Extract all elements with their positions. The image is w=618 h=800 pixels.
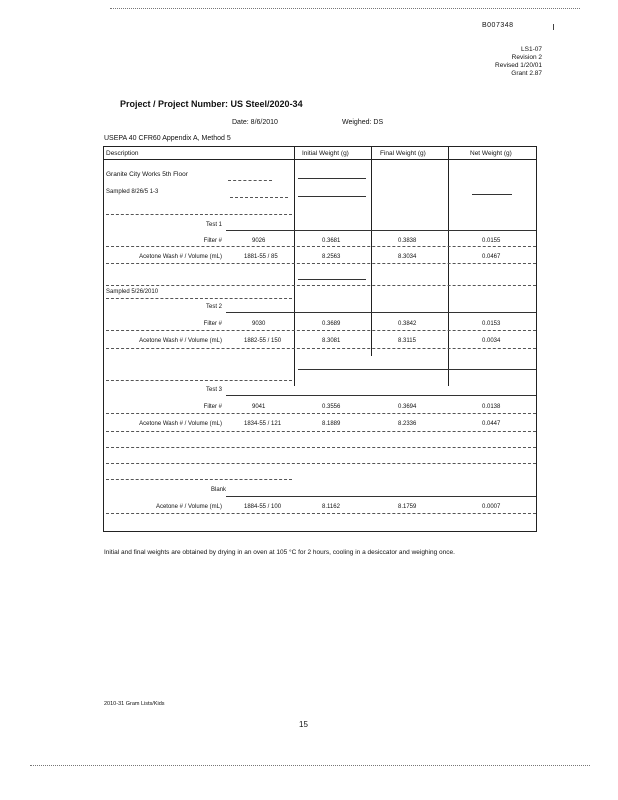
row-rule <box>226 230 536 231</box>
column-divider-initial <box>294 146 295 386</box>
test-2-filter-net: 0.0153 <box>482 321 501 327</box>
blank-net: 0.0007 <box>482 504 501 510</box>
row-rule <box>226 395 536 396</box>
test-3-filter-initial: 0.3556 <box>322 404 341 410</box>
acetone-wash-label: Acetone Wash # / Volume (mL) <box>139 421 222 427</box>
row-rule <box>298 369 536 370</box>
blank-line <box>472 194 512 195</box>
sample-date-2: Sampled 5/26/2010 <box>106 289 159 295</box>
scan-edge-top <box>110 8 580 9</box>
blank-acetone-label: Acetone # / Volume (mL) <box>155 504 222 510</box>
row-rule <box>106 513 536 514</box>
header-net-weight: Net Weight (g) <box>470 150 512 157</box>
row-rule <box>106 479 292 480</box>
meta-line-4: Grant 2.87 <box>511 70 542 77</box>
header-description: Description <box>106 150 139 157</box>
column-divider-final <box>371 146 372 356</box>
row-rule <box>106 214 292 215</box>
row-rule <box>106 380 292 381</box>
row-rule <box>106 298 292 299</box>
acetone-wash-label: Acetone Wash # / Volume (mL) <box>139 338 222 344</box>
sample-date-1: Sampled 8/26/5 1-3 <box>106 189 159 195</box>
header-rule <box>104 159 536 160</box>
test-3-acetone-net: 0.0447 <box>482 421 501 427</box>
row-rule <box>106 330 536 331</box>
row-rule <box>106 413 536 414</box>
test-2-label: Test 2 <box>205 304 222 310</box>
blank-line <box>298 196 366 197</box>
scan-edge-bottom <box>30 765 590 766</box>
row-rule <box>298 279 366 280</box>
meta-line-2: Revision 2 <box>511 54 542 61</box>
test-1-filter-final: 0.3838 <box>398 238 417 244</box>
corner-mark <box>553 24 554 30</box>
test-1-filter-number: 9026 <box>252 238 266 244</box>
filter-label: Filter # <box>203 238 222 244</box>
blank-line <box>298 178 366 179</box>
weighed-by-field: Weighed: DS <box>342 119 384 126</box>
test-2-filter-number: 9030 <box>252 321 266 327</box>
test-1-filter-net: 0.0155 <box>482 238 501 244</box>
blank-acetone-number: 1884-55 / 100 <box>244 504 282 510</box>
test-3-filter-net: 0.0138 <box>482 404 501 410</box>
test-3-acetone-initial: 8.1889 <box>322 421 341 427</box>
client-location: Granite City Works 5th Floor <box>106 171 188 178</box>
test-1-acetone-initial: 8.2563 <box>322 254 341 260</box>
test-1-filter-initial: 0.3681 <box>322 238 341 244</box>
row-rule <box>226 496 536 497</box>
footer-file-reference: 2010-31 Gram Lists/Kids <box>104 701 165 707</box>
meta-line-3: Revised 1/20/01 <box>495 62 542 69</box>
row-rule <box>226 312 536 313</box>
blank-line <box>230 197 288 198</box>
header-final-weight: Final Weight (g) <box>380 150 426 157</box>
test-1-acetone-net: 0.0467 <box>482 254 501 260</box>
blank-initial: 8.1162 <box>322 504 340 510</box>
blank-label: Blank <box>210 487 226 493</box>
project-title: Project / Project Number: US Steel/2020-34 <box>120 99 303 109</box>
test-2-filter-final: 0.3842 <box>398 321 417 327</box>
test-3-label: Test 3 <box>205 387 222 393</box>
test-3-acetone-final: 8.2336 <box>398 421 417 427</box>
blank-line <box>228 180 272 181</box>
weighing-note: Initial and final weights are obtained by drying in an oven at 105 °C for 2 hours, cooling in a desiccator and weighing once. <box>104 549 455 556</box>
page-number: 15 <box>299 720 308 729</box>
test-3-acetone-number: 1834-55 / 121 <box>244 421 282 427</box>
test-1-label: Test 1 <box>205 222 222 228</box>
row-rule <box>106 447 536 448</box>
document-id: B007348 <box>482 22 514 29</box>
row-rule <box>106 431 536 432</box>
meta-line-1: LS1-07 <box>521 46 542 53</box>
acetone-wash-label: Acetone Wash # / Volume (mL) <box>139 254 222 260</box>
row-rule <box>106 285 536 286</box>
row-rule <box>106 463 536 464</box>
row-rule <box>106 263 536 264</box>
test-2-filter-initial: 0.3689 <box>322 321 341 327</box>
row-rule <box>106 246 536 247</box>
document-meta <box>470 46 542 78</box>
filter-label: Filter # <box>203 404 222 410</box>
test-2-acetone-initial: 8.3081 <box>322 338 341 344</box>
filter-label: Filter # <box>203 321 222 327</box>
test-2-acetone-number: 1882-55 / 150 <box>244 338 282 344</box>
method-reference: USEPA 40 CFR60 Appendix A, Method 5 <box>104 135 231 142</box>
date-field: Date: 8/6/2010 <box>232 119 278 126</box>
blank-final: 8.1759 <box>398 504 417 510</box>
test-3-filter-number: 9041 <box>252 404 266 410</box>
column-divider-net <box>448 146 449 386</box>
test-2-acetone-final: 8.3115 <box>398 338 416 344</box>
test-1-acetone-number: 1881-55 / 85 <box>244 254 278 260</box>
header-initial-weight: Initial Weight (g) <box>302 150 349 157</box>
row-rule <box>106 348 536 349</box>
test-2-acetone-net: 0.0034 <box>482 338 501 344</box>
test-3-filter-final: 0.3694 <box>398 404 417 410</box>
test-1-acetone-final: 8.3034 <box>398 254 417 260</box>
